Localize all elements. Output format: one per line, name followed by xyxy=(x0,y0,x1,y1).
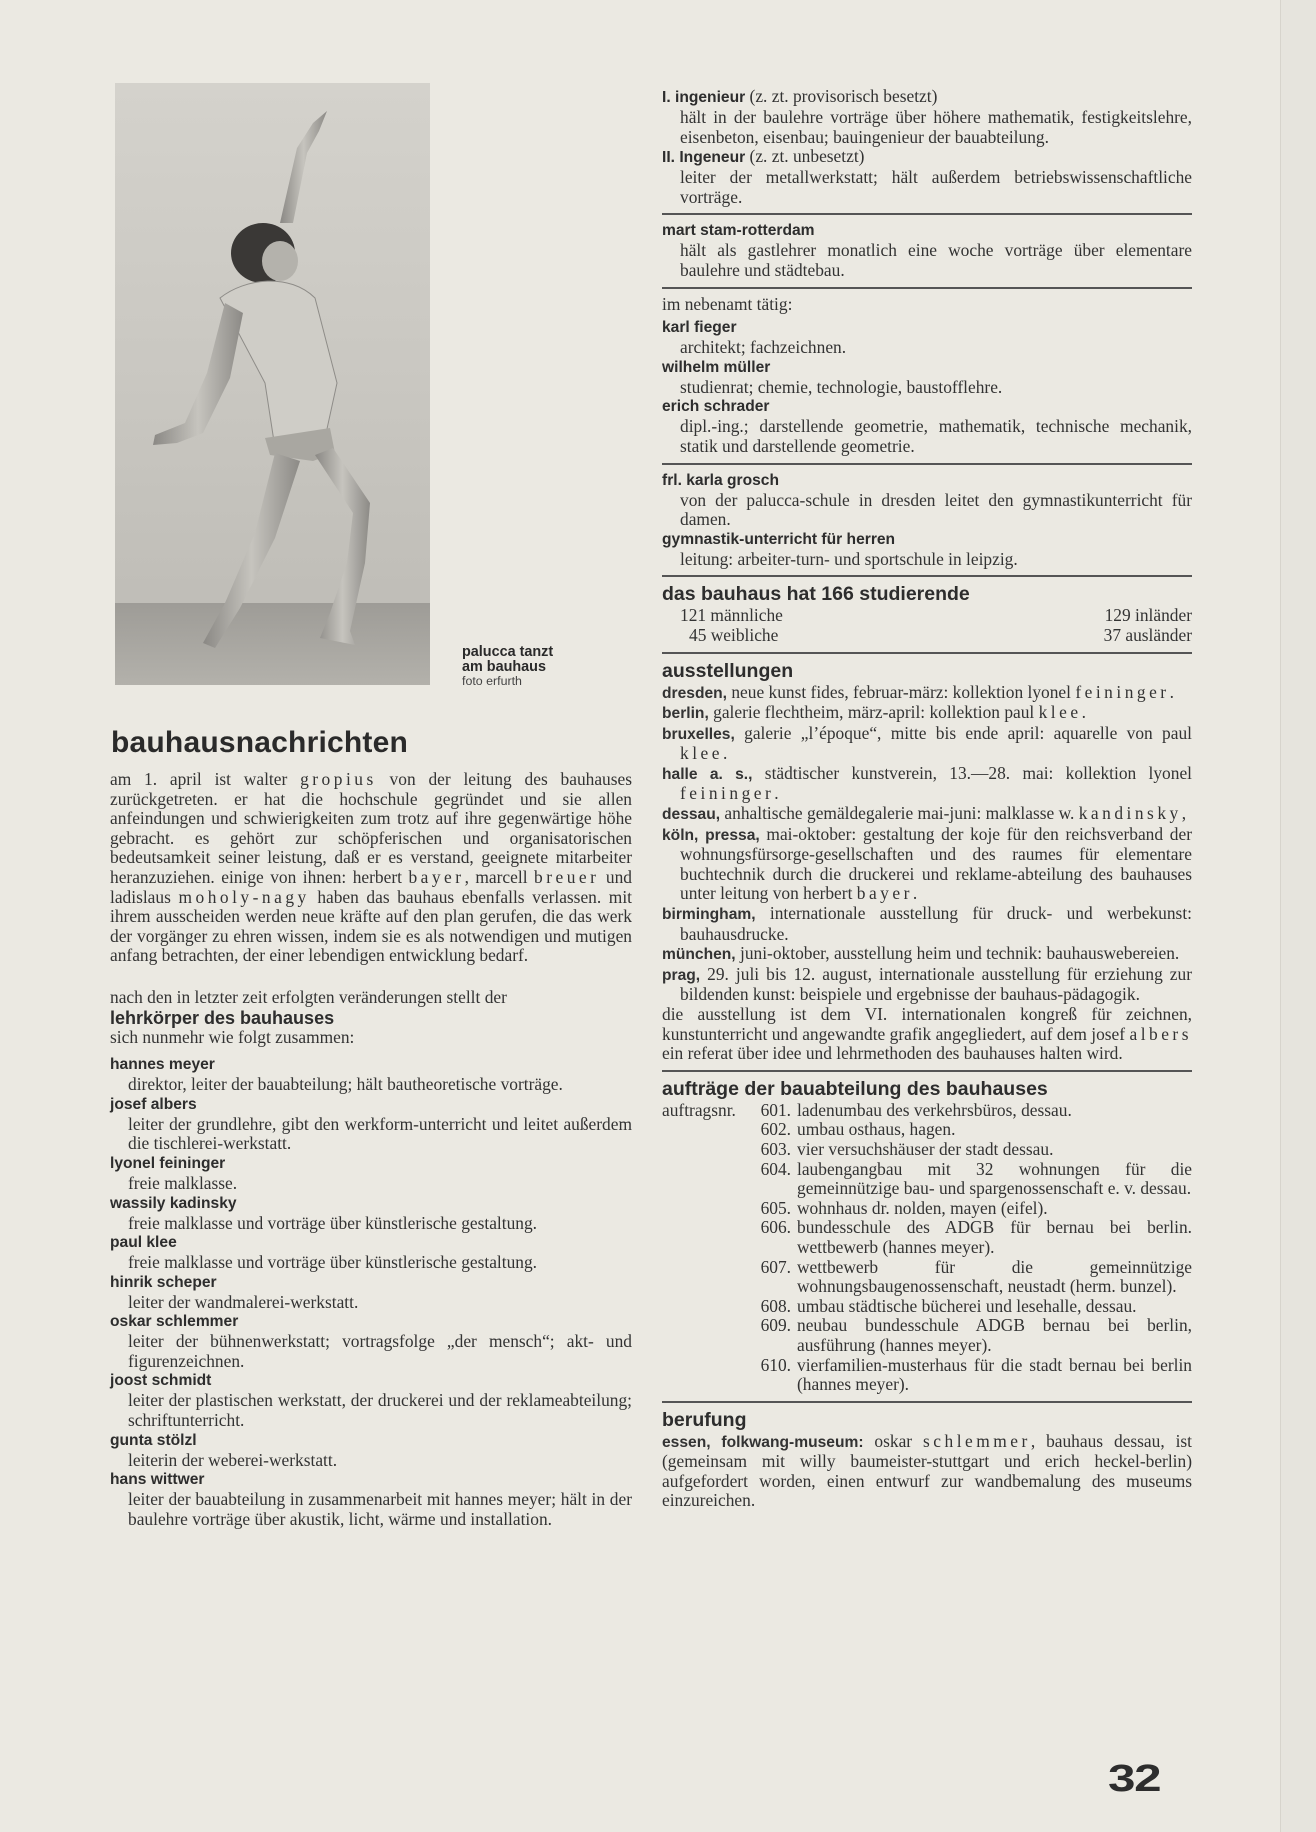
faculty-entry xyxy=(110,1273,632,1313)
exhibition-place: halle a. s., xyxy=(662,765,753,783)
students-female: 45 weibliche xyxy=(689,624,779,645)
exhibition-item xyxy=(662,825,1192,904)
students-foreign: 37 ausländer xyxy=(1103,624,1192,645)
part-time-intro: im nebenamt tätig: xyxy=(662,293,793,314)
person-desc: leiter der plastischen werkstatt, der druckerei und der reklameabteilung; schriftunterricht. xyxy=(128,1390,632,1431)
intro-text: von der leitung des bauhauses zurückgetreten. er hat die hochschule gegründet und sie allen anfeindungen und schwierigkeiten zum trotz auf ihre gegenwärtige höhe gebracht. es gehört zur schöpferischen und organisatorischen bedeutsamkeit seiner leistung, daß er es verstand, geeignete mitarbeiter heranzuziehen. einige von ihnen: herbert xyxy=(110,769,633,887)
name-gropius: gropius xyxy=(300,769,377,789)
person-desc: direktor, leiter der bauabteilung; hält bautheoretische vorträge. xyxy=(128,1074,563,1095)
exhibition-item xyxy=(662,904,1192,944)
order-item xyxy=(662,1258,1192,1297)
position-note: (z. zt. unbesetzt) xyxy=(745,146,865,167)
exhibition-text: neue kunst fides, februar-märz: kollektion lyonel xyxy=(727,681,1076,702)
gymnastics-entry xyxy=(662,530,1192,570)
exhibition-text: . xyxy=(1169,681,1174,702)
exhibition-artist: kandinsky xyxy=(1078,803,1182,824)
order-number: 610. xyxy=(760,1354,791,1375)
order-item xyxy=(662,1120,1192,1140)
exhibition-place: birmingham, xyxy=(662,906,756,924)
faculty-entry xyxy=(110,1154,632,1194)
appointment-place: essen, folkwang-museum: xyxy=(662,1433,864,1451)
students-male: 121 männliche xyxy=(680,605,783,626)
exhibition-text: städtischer kunstverein, 13.—28. mai: kollektion lyonel xyxy=(752,762,1192,783)
order-text: umbau osthaus, hagen. xyxy=(797,1119,956,1140)
faculty-list xyxy=(110,1055,632,1529)
person-name: paul klee xyxy=(110,1234,177,1252)
divider xyxy=(662,463,1192,465)
order-text: ladenumbau des verkehrsbüros, dessau. xyxy=(797,1099,1072,1120)
intro-text: am 1. april ist walter xyxy=(110,769,301,789)
person-name: II. Ingeneur xyxy=(662,149,746,167)
name-breuer: breuer xyxy=(534,866,600,887)
caption-credit: foto erfurth xyxy=(462,674,522,688)
engineer-entry xyxy=(662,87,1192,147)
person-desc: leiterin der weberei-werkstatt. xyxy=(128,1449,338,1470)
order-item xyxy=(662,1297,1192,1317)
divider xyxy=(662,1401,1192,1403)
faculty-entry xyxy=(110,1470,632,1529)
faculty-entry xyxy=(110,1233,632,1273)
intro-text: , marcell xyxy=(464,866,535,887)
person-desc: freie malklasse. xyxy=(128,1172,238,1193)
person-desc: leiter der bauabteilung in zusammenarbeit mit hannes meyer; hält in der baulehre vorträge über akustik, licht, wärme und installation. xyxy=(128,1489,632,1529)
exhibition-text: internationale ausstellung für druck- und werbekunst: bauhausdrucke. xyxy=(680,903,1192,944)
adjacent-page-edge xyxy=(1281,0,1316,1832)
intro-text: haben das bauhaus ebenfalls verlassen. mit ihrem ausscheiden werden neue kräfte auf den plan gerufen, die das werk der vorgänger zu ehren wissen, indem sie es als notwendigen und mutigen anfang betrachten, der einer lebendigen entwicklung bedarf. xyxy=(110,886,632,966)
engineer-heading xyxy=(662,87,1192,108)
order-item xyxy=(662,1218,1192,1257)
page-title: bauhausnachrichten xyxy=(111,726,408,759)
exhibition-item xyxy=(662,804,1192,825)
order-number: 602. xyxy=(760,1119,791,1140)
left-column xyxy=(110,770,632,1529)
order-number: 607. xyxy=(760,1256,791,1277)
person-desc: hält als gastlehrer monatlich eine woche vorträge über elementare baulehre und städtebau. xyxy=(680,240,1192,280)
dancer-photo xyxy=(115,83,430,685)
engineer-entry xyxy=(662,147,1192,207)
appointment-section xyxy=(662,1409,1192,1511)
guest-section xyxy=(662,221,1192,280)
order-label xyxy=(662,1297,747,1317)
intro-paragraph xyxy=(110,770,632,966)
person-name: gymnastik-unterricht für herren xyxy=(662,530,896,548)
intro-text: und ladislaus xyxy=(110,866,632,907)
students-row xyxy=(662,606,1192,626)
person-desc: studienrat; chemie, technologie, baustofflehre. xyxy=(680,376,1003,397)
faculty-entry xyxy=(110,1194,632,1234)
exhibitions-heading: ausstellungen xyxy=(662,659,794,682)
name-moholy-nagy: moholy-nagy xyxy=(178,886,310,907)
person-name: I. ingenieur xyxy=(662,89,746,106)
person-desc: von der palucca-schule in dresden leitet den gymnastikunterricht für damen. xyxy=(680,489,1192,530)
part-time-entry xyxy=(662,358,1192,398)
person-desc: leiter der metallwerkstatt; hält außerdem betriebswissenschaftliche vorträge. xyxy=(680,167,1192,207)
exhibition-artist: klee xyxy=(1038,702,1082,723)
person-name: karl fieger xyxy=(662,319,737,337)
person-name: wilhelm müller xyxy=(662,358,771,376)
engineer-heading xyxy=(662,147,1192,168)
orders-section xyxy=(662,1078,1192,1395)
part-time-entry xyxy=(662,318,1192,358)
page-number: 32 xyxy=(1108,1758,1161,1800)
person-name: hannes meyer xyxy=(110,1056,215,1074)
person-name: gunta stölzl xyxy=(110,1431,197,1449)
exhibition-text: . xyxy=(722,743,728,764)
appointment-heading: berufung xyxy=(662,1408,747,1431)
exhibition-text: anhaltische gemäldegalerie mai-juni: malklasse w. xyxy=(720,803,1079,824)
students-domestic: 129 inländer xyxy=(1104,605,1192,626)
name-albers: albers xyxy=(1129,1023,1192,1044)
right-column xyxy=(662,87,1192,1511)
exhibition-item xyxy=(662,965,1192,1005)
exhibition-text: . xyxy=(774,783,779,804)
person-desc: leiter der bühnenwerkstatt; vortragsfolge „der mensch“; akt- und figurenzeichnen. xyxy=(128,1331,632,1371)
note-text: ein referat über idee und lehrmethoden des bauhauses halten wird. xyxy=(662,1043,1123,1064)
order-text: vierfamilien-musterhaus für die stadt bernau bei berlin (hannes meyer). xyxy=(797,1354,1192,1395)
position-note: (z. zt. provisorisch besetzt) xyxy=(745,86,938,106)
order-label xyxy=(662,1120,747,1140)
order-number: 603. xyxy=(760,1138,791,1159)
page-edge-line xyxy=(1280,0,1281,1832)
part-time-entry xyxy=(662,397,1192,456)
caption-title-line2: am bauhaus xyxy=(462,658,546,675)
dancer-illustration xyxy=(115,83,430,685)
order-label xyxy=(662,1356,747,1395)
students-row xyxy=(662,626,1192,646)
person-name: erich schrader xyxy=(662,398,770,416)
order-label xyxy=(662,1160,747,1199)
engineers-section xyxy=(662,87,1192,207)
gymnastics-entry xyxy=(662,471,1192,530)
exhibition-text: , xyxy=(1181,803,1187,824)
person-desc: freie malklasse und vorträge über künstlerische gestaltung. xyxy=(128,1212,538,1233)
appointment-body: , bauhaus dessau, ist (gemeinsam mit willy baumeister-stuttgart und erich heckel-berlin) aufgefordert worden, einen entwurf zur wandbemalung des museums einzureichen. xyxy=(662,1430,1192,1511)
order-number: 609. xyxy=(760,1315,791,1336)
faculty-entry xyxy=(110,1312,632,1371)
orders-list xyxy=(662,1101,1192,1395)
divider xyxy=(662,1070,1192,1072)
order-text: vier versuchshäuser der stadt dessau. xyxy=(797,1138,1054,1159)
note-text: die ausstellung ist dem VI. internationalen kongreß für zeichnen, kunstunterricht und angewandte grafik angegliedert, auf dem josef xyxy=(662,1004,1192,1044)
orders-heading: aufträge der bauabteilung des bauhauses xyxy=(662,1077,1048,1100)
exhibition-item xyxy=(662,724,1192,764)
name-schlemmer: schlemmer xyxy=(923,1430,1031,1451)
gymnastics-section xyxy=(662,471,1192,570)
order-text: laubengangbau mit 32 wohnungen für die gemeinnützige bau- und spargenossenschaft e. v. dessau. xyxy=(797,1158,1192,1199)
exhibition-artist: feininger xyxy=(1075,681,1170,702)
order-number: 608. xyxy=(760,1295,791,1316)
person-name: josef albers xyxy=(110,1095,197,1113)
order-item xyxy=(662,1140,1192,1160)
students-heading: das bauhaus hat 166 studierende xyxy=(662,583,970,606)
name-bayer: bayer xyxy=(408,866,465,887)
exhibition-text: galerie „l’époque“, mitte bis ende april: aquarelle von paul xyxy=(734,722,1192,743)
person-desc: leiter der wandmalerei-werkstatt. xyxy=(128,1291,359,1312)
order-text: wettbewerb für die gemeinnützige wohnungsbaugenossenschaft, neustadt (herm. bunzel). xyxy=(797,1256,1192,1297)
divider xyxy=(662,213,1192,215)
order-item xyxy=(662,1101,1192,1121)
order-text: umbau städtische bücherei und lesehalle, dessau. xyxy=(797,1295,1137,1316)
exhibition-text: galerie flechtheim, märz-april: kollektion paul xyxy=(708,702,1039,723)
exhibition-text: juni-oktober, ausstellung heim und technik: bauhauswebereien. xyxy=(735,943,1180,964)
order-item xyxy=(662,1160,1192,1199)
person-desc: leitung: arbeiter-turn- und sportschule in leipzig. xyxy=(680,548,1018,569)
person-name: mart stam-rotterdam xyxy=(662,222,815,240)
order-number: 605. xyxy=(760,1197,791,1218)
faculty-heading: lehrkörper des bauhauses xyxy=(110,1007,335,1028)
order-number: 604. xyxy=(760,1158,791,1179)
order-item xyxy=(662,1356,1192,1395)
order-number: 601. xyxy=(760,1099,791,1120)
exhibition-item xyxy=(662,944,1192,965)
appointment-body: oskar xyxy=(863,1430,924,1451)
exhibition-text: . xyxy=(912,883,918,904)
person-desc: hält in der baulehre vorträge über höhere mathematik, festigkeitslehre, eisenbeton, eisenbau; bauingenieur der bauabteilung. xyxy=(680,107,1192,147)
exhibition-place: berlin, xyxy=(662,705,709,723)
faculty-intro-line: nach den in letzter zeit erfolgten veränderungen stellt der xyxy=(110,986,507,1007)
faculty-intro-line2: sich nunmehr wie folgt zusammen: xyxy=(110,1026,355,1047)
faculty-entry xyxy=(110,1431,632,1471)
faculty-entry xyxy=(110,1095,632,1154)
exhibition-place: münchen, xyxy=(662,946,736,964)
photo-caption xyxy=(462,645,553,688)
part-time-section xyxy=(662,295,1192,457)
exhibition-text: 29. juli bis 12. august, internationale ausstellung für erziehung zur bildenden kunst: beispiele und ergebnisse der bauhaus-pädagogik. xyxy=(680,963,1192,1005)
exhibition-text: . xyxy=(1081,702,1086,723)
divider xyxy=(662,652,1192,654)
exhibition-item xyxy=(662,683,1192,704)
person-desc: dipl.-ing.; darstellende geometrie, mathematik, technische mechanik, statik und darstellende geometrie. xyxy=(680,416,1192,456)
person-name: hans wittwer xyxy=(110,1471,205,1489)
order-text: neubau bundesschule ADGB bernau bei berlin, ausführung (hannes meyer). xyxy=(797,1315,1192,1355)
exhibition-place: köln, pressa, xyxy=(662,826,760,844)
faculty-entry xyxy=(110,1055,632,1095)
order-text: bundesschule des ADGB für bernau bei berlin. wettbewerb (hannes meyer). xyxy=(797,1217,1192,1257)
person-desc: leiter der grundlehre, gibt den werkform-unterricht und leitet außerdem die tischlerei-werkstatt. xyxy=(128,1113,632,1154)
person-name: joost schmidt xyxy=(110,1372,212,1390)
caption-title-line1: palucca tanzt xyxy=(462,644,554,660)
exhibition-place: dessau, xyxy=(662,806,721,824)
order-label xyxy=(662,1199,747,1219)
part-time-list xyxy=(662,318,1192,456)
exhibitions-section xyxy=(662,660,1192,1064)
exhibition-item xyxy=(662,703,1192,724)
order-label xyxy=(662,1140,747,1160)
exhibition-place: prag, xyxy=(662,966,701,984)
order-label xyxy=(662,1218,747,1257)
exhibition-artist: feininger xyxy=(680,783,775,804)
order-text: wohnhaus dr. nolden, mayen (eifel). xyxy=(797,1197,1048,1218)
person-name: oskar schlemmer xyxy=(110,1313,239,1331)
exhibition-item xyxy=(662,764,1192,804)
exhibition-artist: bayer xyxy=(856,883,913,904)
order-number: 606. xyxy=(760,1217,791,1238)
exhibition-artist: klee xyxy=(680,743,723,764)
exhibition-place: dresden, xyxy=(662,684,727,702)
order-label xyxy=(662,1258,747,1297)
students-section xyxy=(662,583,1192,645)
person-desc: architekt; fachzeichnen. xyxy=(680,337,847,358)
order-item xyxy=(662,1199,1192,1219)
person-desc: freie malklasse und vorträge über künstlerische gestaltung. xyxy=(128,1252,538,1273)
divider xyxy=(662,575,1192,577)
order-label xyxy=(662,1316,747,1355)
exhibition-text: mai-oktober: gestaltung der koje für den reichsverband der wohnungsfürsorge-gesellschaften und des raumes für elementare buchtechnik durch die druckerei und reklame-abteilung des bauhauses unter leitung von herbert xyxy=(680,823,1192,904)
divider xyxy=(662,287,1192,289)
appointment-text xyxy=(662,1432,1192,1511)
exhibitions-note xyxy=(662,1005,1192,1064)
person-name: frl. karla grosch xyxy=(662,471,779,489)
person-name: wassily kadinsky xyxy=(110,1194,237,1212)
person-name: lyonel feininger xyxy=(110,1154,226,1172)
person-name: hinrik scheper xyxy=(110,1273,217,1291)
order-label: auftragsnr. xyxy=(662,1099,736,1120)
faculty-entry xyxy=(110,1371,632,1430)
exhibition-place: bruxelles, xyxy=(662,725,735,743)
exhibitions-list xyxy=(662,683,1192,1006)
order-item xyxy=(662,1316,1192,1355)
